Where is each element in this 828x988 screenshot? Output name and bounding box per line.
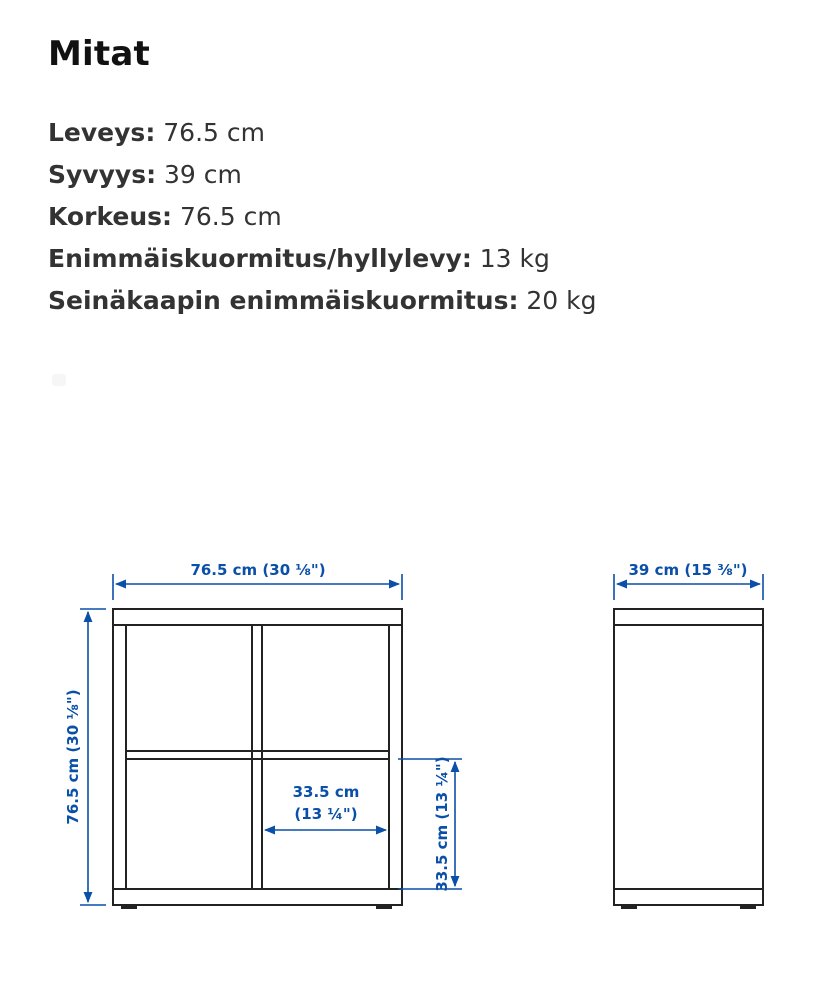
front-view (113, 609, 402, 908)
spec-label: Enimmäiskuormitus/hyllylevy: (48, 244, 472, 273)
spec-value: 13 kg (479, 244, 550, 273)
page-title: Mitat (48, 34, 150, 74)
spec-value: 20 kg (526, 286, 597, 315)
spec-label: Syvyys: (48, 160, 157, 189)
spec-value: 76.5 cm (163, 118, 265, 147)
spec-value: 76.5 cm (179, 202, 282, 231)
side-foot-right (741, 905, 755, 908)
side-foot-left (622, 905, 636, 908)
compartment-height-label: 33.5 cm (13 ¼") (433, 756, 451, 892)
compartment-width-label-line2: (13 ¼") (294, 805, 358, 823)
front-foot-right (377, 905, 391, 908)
front-foot-left (122, 905, 136, 908)
spec-label: Leveys: (48, 118, 156, 147)
compartment-width-label-line1: 33.5 cm (292, 783, 360, 801)
spec-label: Korkeus: (48, 202, 173, 231)
front-outer-frame (113, 609, 402, 905)
side-outer-frame (614, 609, 763, 905)
front-height-label: 76.5 cm (30 ⅛") (64, 689, 82, 825)
side-depth-label: 39 cm (15 ⅜") (628, 561, 748, 579)
spec-value: 39 cm (164, 160, 242, 189)
side-view (614, 609, 763, 908)
spec-label: Seinäkaapin enimmäiskuormitus: (48, 286, 519, 315)
front-width-label: 76.5 cm (30 ⅛") (190, 561, 326, 579)
